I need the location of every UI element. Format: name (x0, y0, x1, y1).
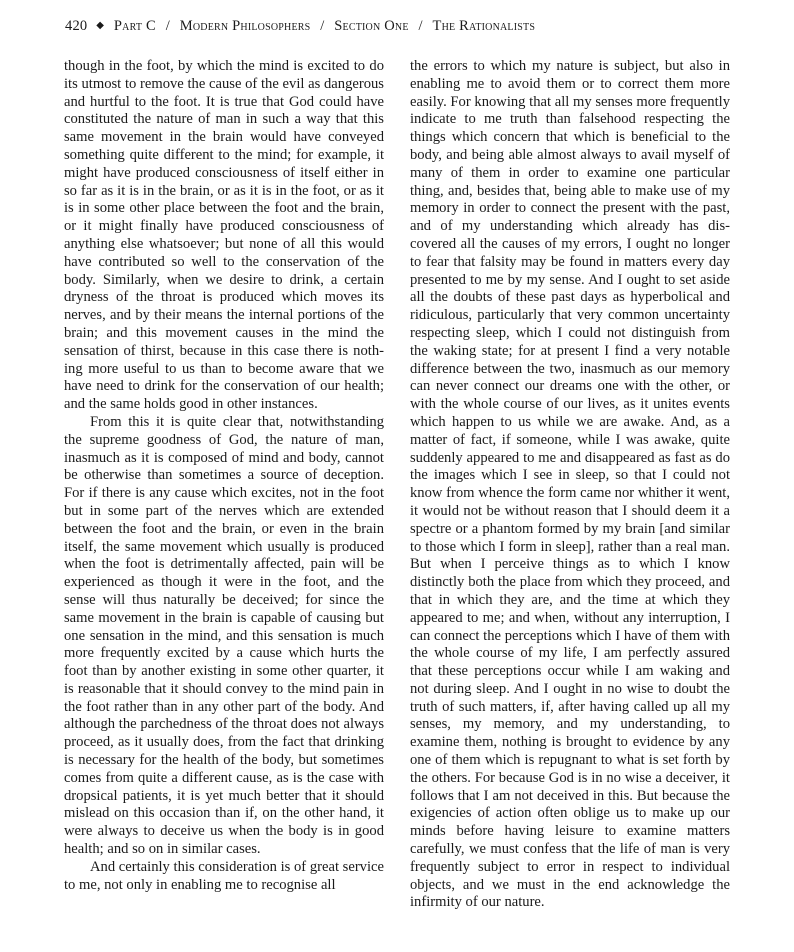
diamond-ornament-icon: ◆ (96, 20, 105, 31)
separator: / (165, 18, 170, 34)
subsection-label: The Rationalists (432, 18, 536, 34)
right-column (410, 58, 730, 912)
paragraph: the errors to which my nature is subject, but also in enabling me to avoid them or to correct them more easily. For knowing that all my senses more frequently indicate to me truth than falsehood respecting the things which concern that which is beneficial to the body, and being able almost always to avail myself of many of them in order to examine one particular thing, and, besides that, being able to make use of my memory in order to connect the present with the past, and of my understanding which already has discovered all the causes of my errors, I ought no longer to fear that falsity may be found in matters every day presented to me by my sense. And I ought to set aside all the doubts of these past days as hyperbolical and ridiculous, particularly that very common uncertainty respecting sleep, which I could not distinguish from the waking state; for at present I find a very notable difference between the two, inasmuch as our memory can never connect our dreams one with the other, or with the whole course of our lives, as it unites events which happen to us while we are awake. And, as a matter of fact, if someone, while I was awake, quite suddenly appeared to me and disappeared as fast as do the images which I see in sleep, so that I could not know from whence the form came nor whither it went, it would not be without reason that I should deem it a spectre or a phantom formed by my brain [and similar to those which I form in sleep], rather than a real man. But when I perceive things as to which I know distinctly both the place from which they proceed, and that in which they are, and the time at which they appeared to me; and when, without any interruption, I can connect the perceptions which I have of them with the whole course of my life, I am perfectly assured that these perceptions occur while I am waking and not during sleep. And I ought in no wise to doubt the truth of such matters, if, after having called up all my senses, my memory, and my understanding, to examine them, nothing is brought to evidence by any one of them which is repugnant to what is set forth by the others. For because God is in no wise a deceiver, it follows that I am not deceived in this. But because the exigencies of action often oblige us to make up our minds before having leisure to examine matters carefully, we must confess that the life of man is very frequently subject to error in respect to individual objects, and we must in the end acknowledge the infirmity of our nature. (410, 58, 730, 911)
paragraph: though in the foot, by which the mind is excited to do its utmost to remove the cause of the evil as dangerous and hurtful to the foot. It is true that God could have constituted the nature of man in such a way that this same movement in the brain would have conveyed something quite different to the mind; for example, it might have produced consciousness of itself either in so far as it is in the brain, or as it is in the foot, or as it is in some other place between the foot and the brain, or it might finally have produced consciousness of anything else whatsoever; but none of all this would have contributed so well to the conservation of the body. Similarly, when we desire to drink, a certain dryness of the throat is produced which moves its nerves, and by their means the internal portions of the brain; and this movement causes in the mind the sensation of thirst, because in this case there is nothing more useful to us than to become aware that we have need to drink for the conservation of our health; and the same holds good in other instances. (64, 58, 384, 413)
separator: / (418, 18, 423, 34)
paragraph: And certainly this consideration is of great service to me, not only in enabling me to recognise all (64, 858, 384, 893)
separator: / (320, 18, 325, 34)
section-label: Section One (334, 18, 409, 34)
running-head (65, 18, 745, 40)
chapter-label: Modern Philosophers (179, 18, 311, 34)
left-column (64, 58, 384, 894)
part-label: Part C (113, 18, 156, 34)
paragraph: From this it is quite clear that, notwithstanding the supreme goodness of God, the nature of man, inasmuch as it is composed of mind and body, cannot be otherwise than sometimes a source of deception. For if there is any cause which excites, not in the foot but in some part of the nerves which are extended between the foot and the brain, or even in the brain itself, the same movement which usually is produced when the foot is detrimentally affected, pain will be experienced as though it were in the foot, and the sense will thus naturally be deceived; for since the same movement in the brain is capable of causing but one sensation in the mind, and this sensation is much more frequently excited by a cause which hurts the foot than by another existing in some other quarter, it is reasonable that it should convey to the mind pain in the foot rather than in any other part of the body. And although the parchedness of the throat does not always proceed, as it usually does, from the fact that drinking is necessary for the health of the body, but sometimes comes from quite a different cause, as is the case with dropsical patients, it is yet much better that it should mislead on this occasion than if, on the other hand, it were always to deceive us when the body is in good health; and so on in similar cases. (64, 413, 384, 858)
page-number: 420 (65, 18, 88, 34)
